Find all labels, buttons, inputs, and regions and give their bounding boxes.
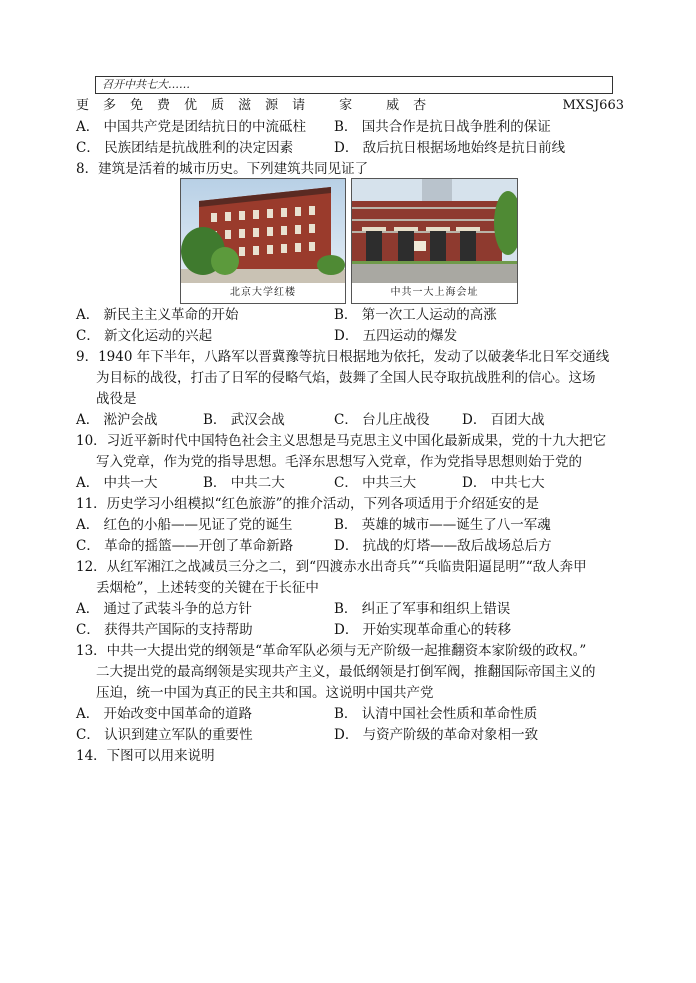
watermark-char: 请 [292, 98, 306, 113]
watermark-char: 多 [103, 98, 117, 113]
red-building-photo-icon [181, 179, 345, 283]
watermark-char: 免 [130, 98, 144, 113]
q12-stem-line1: 12．从红军湘江之战减员三分之二，到“四渡赤水出奇兵”“兵临贵阳逼昆明”“敌人奔甲 [76, 559, 587, 575]
q9-stem-line2: 为目标的战役，打击了日军的侵略气焰，鼓舞了全国人民夺取抗战胜利的信心。这场 [96, 370, 596, 386]
q13-stem-line1: 13．中共一大提出党的纲领是“革命军队必须与无产阶级一起推翻资本家阶级的政权。” [76, 643, 587, 659]
q12-stem-line2: 丢烟枪”，上述转变的关键在于长征中 [96, 580, 319, 596]
q7-option-a: A． 中国共产党是团结抗日的中流砥柱 [76, 119, 307, 135]
watermark-char: 源 [265, 98, 279, 113]
q13-option-d: D． 与资产阶级的革命对象相一致 [334, 727, 539, 743]
q13-option-c: C． 认识到建立军队的重要性 [76, 727, 253, 743]
photo-peking-university-red-building [180, 178, 346, 304]
watermark-text [76, 96, 440, 116]
q11-option-c: C． 革命的摇篮——开创了革命新路 [76, 538, 294, 554]
q8-option-c: C． 新文化运动的兴起 [76, 328, 213, 344]
photo2-caption: 中共一大上海会址 [352, 283, 517, 303]
q13-stem-line2: 二大提出党的最高纲领是实现共产主义，最低纲领是打倒军阀，推翻国际帝国主义的 [96, 664, 596, 680]
watermark-code: MXSJ663 [562, 98, 624, 113]
shikumen-building-photo-icon [352, 179, 517, 283]
q9-stem-line1: 9．1940 年下半年，八路军以晋冀豫等抗日根据地为依托，发动了以破袭华北日军交通线 [76, 349, 610, 365]
watermark-char: 质 [211, 98, 225, 113]
q12-option-d: D． 开始实现革命重心的转移 [334, 622, 512, 638]
watermark-char: 滋 [238, 98, 252, 113]
watermark-char: 更 [76, 98, 90, 113]
watermark-char: 威 [386, 98, 400, 113]
watermark-char: 优 [184, 98, 198, 113]
q9-option-a: A． 淞沪会战 [76, 412, 158, 428]
q9-option-d: D． 百团大战 [462, 412, 545, 428]
watermark-char: 费 [157, 98, 171, 113]
q10-option-a: A． 中共一大 [76, 475, 158, 491]
q10-option-d: D． 中共七大 [462, 475, 545, 491]
q9-stem-line3: 战役是 [96, 391, 137, 407]
q11-option-a: A． 红色的小船——见证了党的诞生 [76, 517, 293, 533]
q9-option-b: B． 武汉会战 [203, 412, 285, 428]
q14-stem: 14．下图可以用来说明 [76, 748, 215, 764]
q13-option-b: B． 认清中国社会性质和革命性质 [334, 706, 538, 722]
q8-option-a: A． 新民主主义革命的开始 [76, 307, 239, 323]
q8-option-d: D． 五四运动的爆发 [334, 328, 458, 344]
q10-stem-line2: 写入党章，作为党的指导思想。毛泽东思想写入党章，作为党指导思想则始于党的 [96, 454, 582, 470]
q8-option-b: B． 第一次工人运动的高涨 [334, 307, 497, 323]
watermark-line [76, 96, 624, 116]
q10-option-b: B． 中共二大 [203, 475, 285, 491]
q9-option-c: C． 台儿庄战役 [334, 412, 430, 428]
q13-option-a: A． 开始改变中国革命的道路 [76, 706, 253, 722]
q7-option-d: D． 敌后抗日根据场地始终是抗日前线 [334, 140, 566, 156]
photo1-caption: 北京大学红楼 [181, 283, 345, 303]
q7-option-b: B． 国共合作是抗日战争胜利的保证 [334, 119, 551, 135]
q11-option-b: B． 英雄的城市——诞生了八一军魂 [334, 517, 551, 533]
watermark-char: 杏 [413, 98, 427, 113]
watermark-char: 家 [339, 98, 353, 113]
photo-first-congress-site [351, 178, 518, 304]
q12-option-c: C． 获得共产国际的支持帮助 [76, 622, 253, 638]
q10-option-c: C． 中共三大 [334, 475, 417, 491]
q10-stem-line1: 10．习近平新时代中国特色社会主义思想是马克思主义中国化最新成果，党的十九大把它 [76, 433, 607, 449]
q12-option-a: A． 通过了武装斗争的总方针 [76, 601, 253, 617]
q7-option-c: C． 民族团结是抗战胜利的决定因素 [76, 140, 294, 156]
q12-option-b: B． 纠正了军事和组织上错误 [334, 601, 511, 617]
q11-stem: 11．历史学习小组模拟“红色旅游”的推介活动，下列各项适用于介绍延安的是 [76, 496, 539, 512]
q8-stem: 8．建筑是活着的城市历史。下列建筑共同见证了 [76, 161, 369, 177]
previous-question-material-box: 召开中共七大…… [95, 76, 613, 94]
q13-stem-line3: 压迫，统一中国为真正的民主共和国。这说明中国共产党 [96, 685, 434, 701]
q11-option-d: D． 抗战的灯塔——敌后战场总后方 [334, 538, 552, 554]
